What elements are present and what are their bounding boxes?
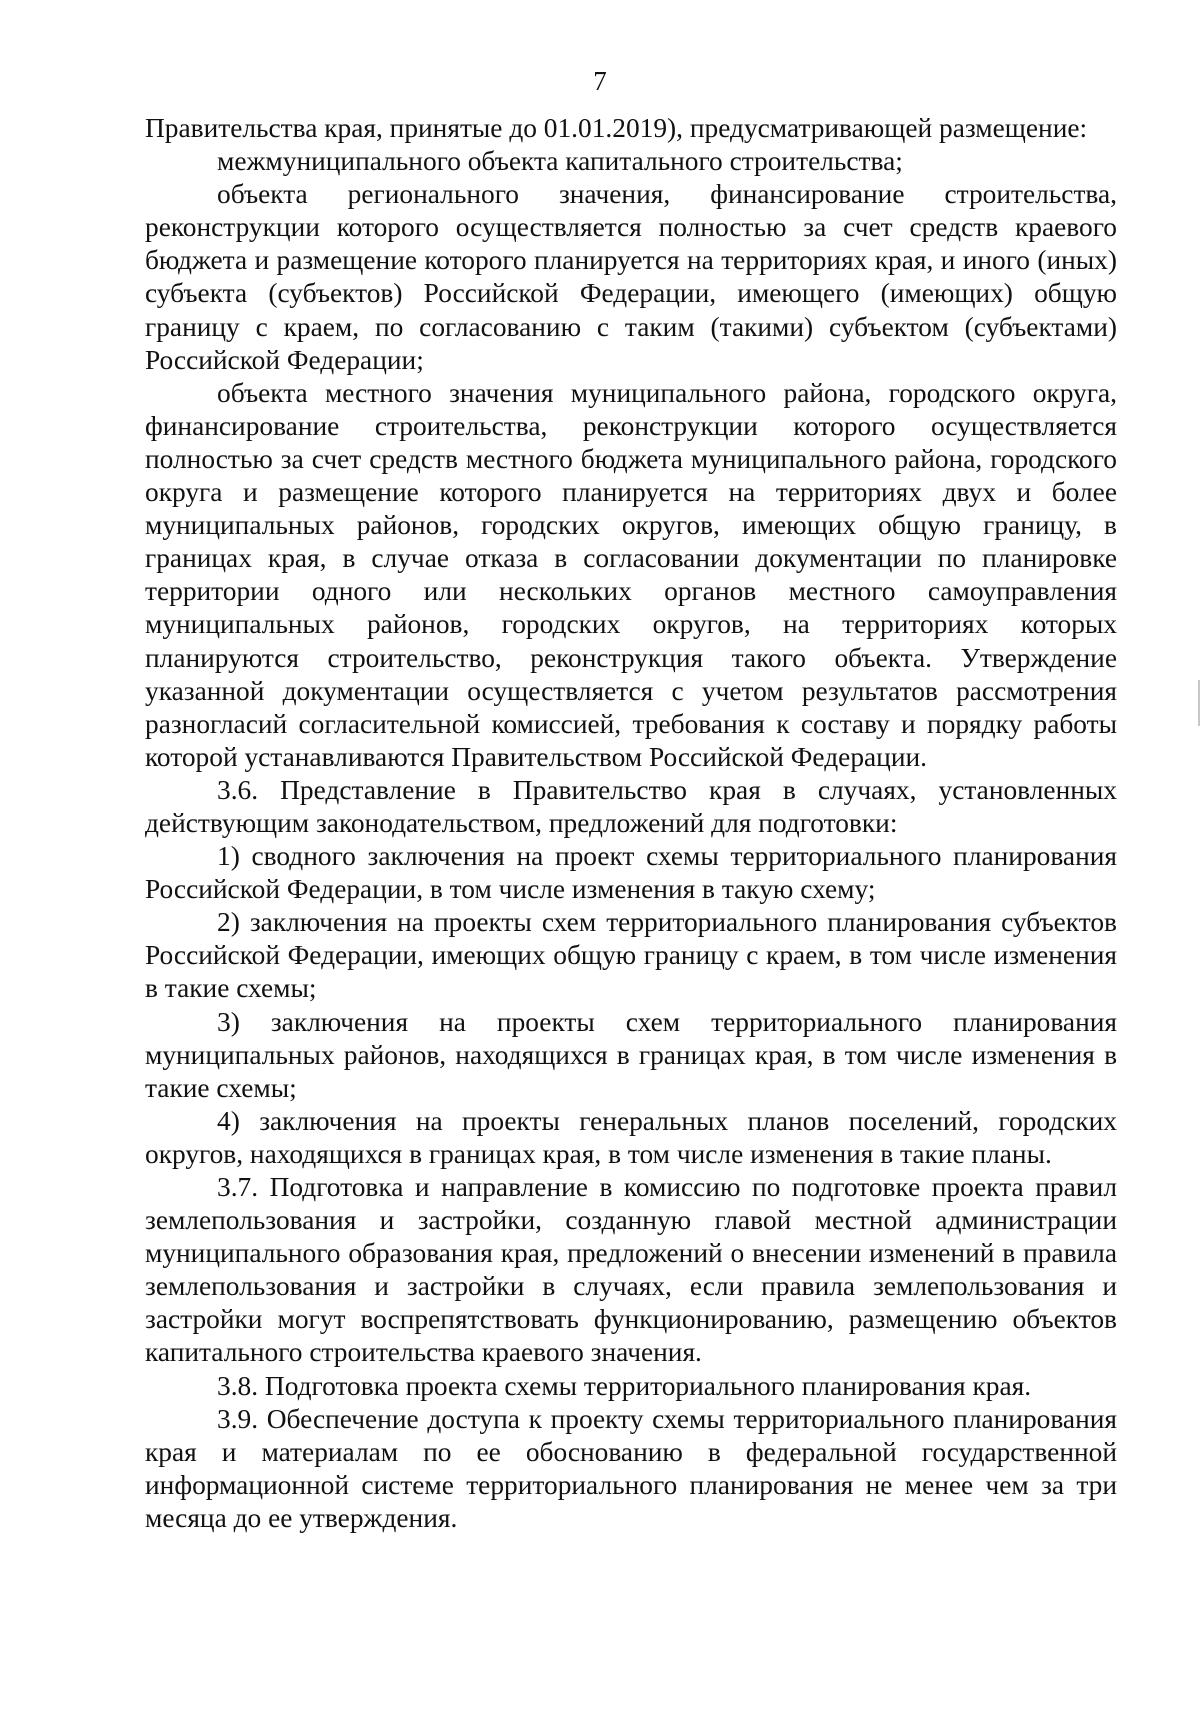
paragraph-3-6: 3.6. Представление в Правительство края в случаях, установленных действующим законодательством, предложений для подготовки: [145,774,1117,838]
page-number: 7 [593,66,607,96]
paragraph-continuation: Правительства края, принятые до 01.01.2019), предусматривающей размещение: [145,113,1088,143]
document-body [145,112,1117,1535]
paragraph-intermunicipal-object: межмуниципального объекта капитального строительства; [217,146,903,177]
paragraph-local-object: объекта местного значения муниципального района, городского округа, финансирование строительства, реконструкции которого осуществляется полностью за счет средств местного бюджета муниципального района, городского округа и размещение которого планируется на территориях двух и более муниципальных районов, городских округов, имеющих общую границу, в границах края, в случае отказа в согласовании документации по планировке территории одного или нескольких органов местного самоуправления муниципальных районов, городских округов, на территориях которых планируются строительство, реконструкция такого объекта. Утверждение указанной документации осуществляется с учетом результатов рассмотрения разногласий согласительной комиссией, требования к составу и порядку работы которой устанавливаются Правительством Российской Федерации. [145,377,1117,772]
paragraph-3-9: 3.9. Обеспечение доступа к проекту схемы территориального планирования края и материалам по ее обоснованию в федеральной государственной информационной системе территориального планирования не менее чем за три месяца до ее утверждения. [145,1403,1117,1533]
list-item-1: 1) сводного заключения на проект схемы территориального планирования Российской Федерации, в том числе изменения в такую схему; [145,841,1117,905]
list-item-3: 3) заключения на проекты схем территориального планирования муниципальных районов, находящихся в границах края, в том числе изменения в такие схемы; [145,1006,1117,1103]
paragraph-3-7: 3.7. Подготовка и направление в комиссию по подготовке проекта правил землепользования и застройки, созданную главой местной администрации муниципального образования края, предложений о внесении изменений в правила землепользования и застройки в случаях, если правила землепользования и застройки могут воспрепятствовать функционированию, размещению объектов капитального строительства краевого значения. [145,1172,1117,1368]
list-item-2: 2) заключения на проекты схем территориального планирования субъектов Российской Федерации, имеющих общую границу с краем, в том числе изменения в такие схемы; [145,907,1117,1004]
paragraph-3-8: 3.8. Подготовка проекта схемы территориального планирования края. [217,1370,1032,1401]
paragraph-regional-object: объекта регионального значения, финансирование строительства, реконструкции которого осуществляется полностью за счет средств краевого бюджета и размещение которого планируется на территориях края, и иного (иных) субъекта (субъектов) Российской Федерации, имеющего (имеющих) общую границу с краем, по согласованию с таким (такими) субъектом (субъектами) Российской Федерации; [145,179,1117,375]
list-item-4: 4) заключения на проекты генеральных планов поселений, городских округов, находящихся в границах края, в том числе изменения в такие планы. [145,1105,1117,1169]
